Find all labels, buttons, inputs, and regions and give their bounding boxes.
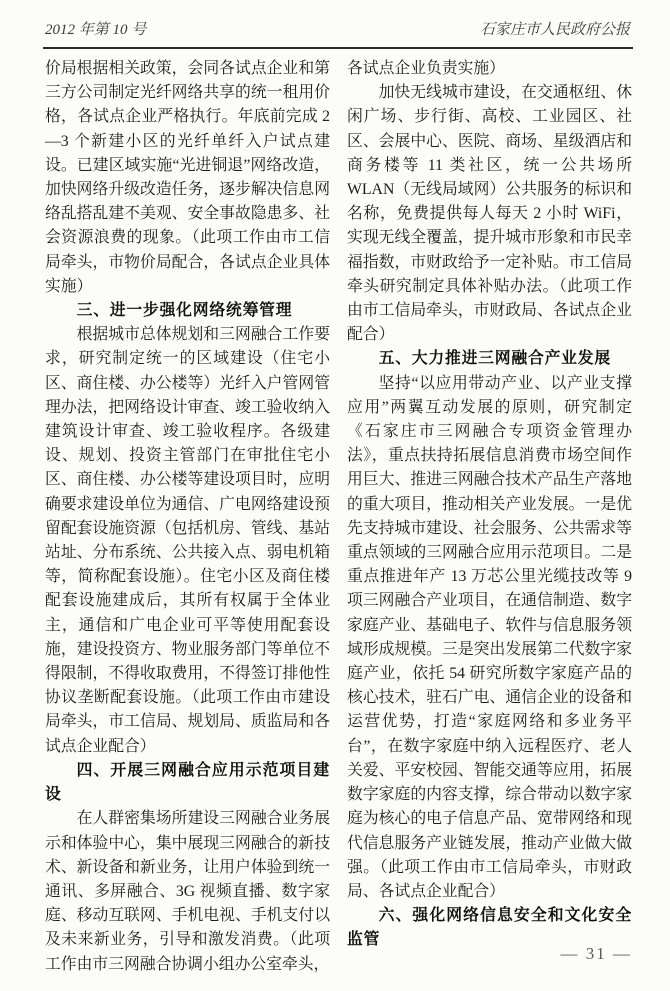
paragraph: 根据城市总体规划和三网融合工作要求，研究制定统一的区域建设（住宅小区、商住楼、办公楼等）光纤入户管网管理办法，把网络设计审查、竣工验收纳入建筑设计审查、竣工验收程序。各级建设、规划、投资主管部门在审批住宅小区、商住楼、办公楼等建设项目时，应明确要求建设单位为通信、广电网络建设预留配套设施资源（包括机房、管线、基站站址、分布系统、公共接入点、弱电机箱等，简称配套设施）。住宅小区及商住楼配套设施建成后，其所有权属于全体业主，通信和广电企业可平等使用配套设施，建设投资方、物业服务部门等单位不得限制，不得收取费用，不得签订排他性协议垄断配套设施。（此项工作由市建设局牵头，市工信局、规划局、质监局和各试点企业配合） [45,326,330,755]
text-columns [45,57,632,977]
paragraph: 坚持“以应用带动产业、以产业支撑应用”两翼互动发展的原则，研究制定《石家庄市三网融合专项资金管理办法》，重点扶持拓展信息消费市场空间作用巨大、推进三网融合技术产品生产落地的重大项目，推动相关产业发展。一是优先支持城市建设、社会服务、公共需求等重点领域的三网融合应用示范项目。二是重点推进年产 13 万芯公里光缆技改等 9 项三网融合产业项目，在通信制造、数字家庭产业、基础电子、软件与信息服务领域形成规模。三是突出发展第二代数字家庭产业，依托 54 研究所数字家庭产品的核心技术，驻石广电、通信企业的设备和运营优势，打造“家庭网络和多业务平台”，在数字家庭中纳入远程医疗、老人关爱、平安校园、智能交通等应用，拓展数字家庭的内容支撑，综合带动以数字家庭为核心的电子信息产品、宽带网络和现代信息服务产业链发展，推动产业做大做强。（此项工作由市工信局牵头，市财政局、各试点企业配合） [347,374,632,900]
paragraph: 在人群密集场所建设三网融合业务展示和体验中心，集中展现三网融合的新技术、新设备和新业务，让用户体验到统一通讯、多屏融合、3G 视频直播、数字家庭、移动互联网、手机电视、手机支付以及未来新业务，引导和激发消费。（此项工作由市三网融合协调小组办公室牵头， [45,810,330,973]
paragraph-continuation: 各试点企业负责实施） [347,60,505,77]
page-number: — 31 — [560,944,632,963]
publication-title: 石家庄市人民政府公报 [479,22,630,38]
issue-number: 2012 年第 10 号 [45,22,147,38]
page-header [45,18,630,39]
left-column [45,57,330,977]
paragraph-continuation: 价局根据相关政策，会同各试点企业和第三方公司制定光纤网络共享的统一租用价格，各试点企业严格执行。年底前完成 2—3 个新建小区的光纤单纤入户试点建设。已建区域实施“光进铜退”网络改造，加快网络升级改造任务，逐步解决信息网络乱搭乱建不美观、安全事故隐患多、社会资源浪费的现象。（此项工作由市工信局牵头，市物价局配合，各试点企业具体实施） [45,60,330,295]
header-rule [43,47,633,49]
right-column [347,57,632,977]
section-heading-3: 三、进一步强化网络统筹管理 [76,302,293,320]
section-heading-5: 五、大力推进三网融合产业发展 [378,350,611,368]
paragraph: 加快无线城市建设，在交通枢纽、休闲广场、步行街、高校、工业园区、社区、会展中心、医院、商场、星级酒店和商务楼等 11 类社区，统一公共场所 WLAN（无线局域网）公共服务的标识和名称，免费提供每人每天 2 小时 WiFi，实现无线全覆盖，提升城市形象和市民幸福指数，市财政给予一定补贴。市工信局牵头研究制定具体补贴办法。（此项工作由市工信局牵头，市财政局、各试点企业配合） [347,84,632,344]
section-heading-6: 六、强化网络信息安全和文化安全监管 [347,907,632,949]
section-heading-4: 四、开展三网融合应用示范项目建设 [45,761,330,804]
